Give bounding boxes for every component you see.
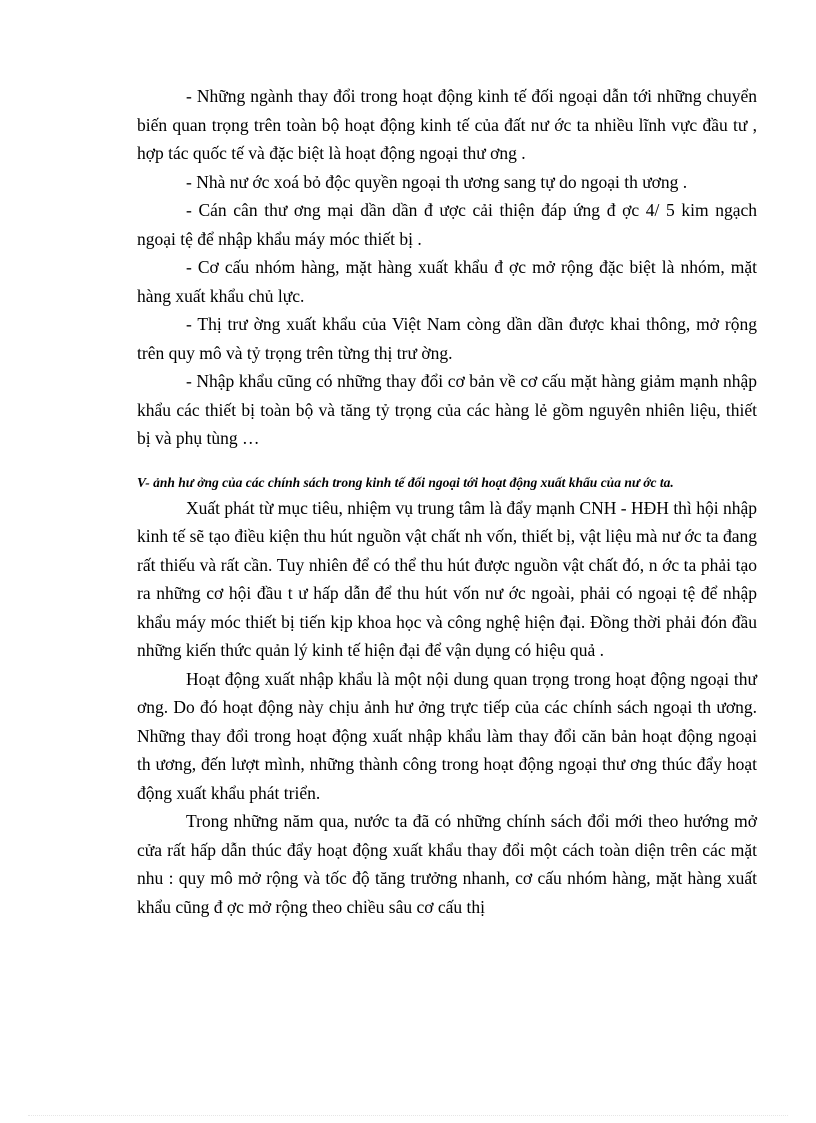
section-heading: V- ảnh hư ởng của các chính sách trong kinh tế đối ngoại tới hoạt động xuất khẩu của nư ớc ta. xyxy=(137,474,674,490)
bullet-paragraph: - Cơ cấu nhóm hàng, mặt hàng xuất khẩu đ ợc mở rộng đặc biệt là nhóm, mặt hàng xuất khẩu chủ lực. xyxy=(137,257,757,306)
document-page xyxy=(137,82,757,921)
page-bottom-rule xyxy=(28,1115,788,1116)
bullet-paragraph: - Thị trư ờng xuất khẩu của Việt Nam còng dần dần được khai thông, mở rộng trên quy mô và tỷ trọng trên từng thị trư ờng. xyxy=(137,314,757,363)
bullet-paragraph: - Nhập khẩu cũng có những thay đổi cơ bản về cơ cấu mặt hàng giảm mạnh nhập khẩu các thiết bị toàn bộ và tăng tỷ trọng của các hàng lẻ gồm nguyên nhiên liệu, thiết bị và phụ tùng … xyxy=(137,371,757,448)
section-body xyxy=(137,494,757,922)
body-paragraph: Hoạt động xuất nhập khẩu là một nội dung quan trọng trong hoạt động ngoại thư ơng. Do đó hoạt động này chịu ảnh hư ởng trực tiếp của các chính sách ngoại th ương. Những thay đổi trong hoạt động xuất nhập khẩu làm thay đổi căn bản hoạt động ngoại th ương, đến lượt mình, những thành công trong hoạt động ngoại thư ơng thúc đẩy hoạt động xuất khẩu phát triển. xyxy=(137,668,757,803)
bullet-paragraph: - Cán cân thư ơng mại dần dần đ ược cải thiện đáp ứng đ ợc 4/ 5 kim ngạch ngoại tệ để nhập khẩu máy móc thiết bị . xyxy=(137,200,757,249)
body-paragraph: Xuất phát từ mục tiêu, nhiệm vụ trung tâm là đẩy mạnh CNH - HĐH thì hội nhập kinh tế sẽ tạo điều kiện thu hút nguồn vật chất nh vốn, thiết bị, vật liệu mà nư ớc ta đang rất thiếu và rất cần. Tuy nhiên để có thể thu hút được nguồn vật chất đó, n ớc ta phải tạo ra những cơ hội đầu t ư hấp dẫn để thu hút vốn nư ớc ngoài, phải có ngoại tệ để nhập khẩu máy móc thiết bị tiến kịp khoa học và công nghệ hiện đại. Đồng thời phải đón đầu những kiến thức quản lý kinh tế hiện đại để vận dụng có hiệu quả . xyxy=(137,497,757,660)
bullet-paragraph: - Nhà nư ớc xoá bỏ độc quyền ngoại th ương sang tự do ngoại th ương . xyxy=(186,171,688,192)
body-paragraph: Trong những năm qua, nước ta đã có những chính sách đổi mới theo hướng mở cửa rất hấp dẫn thúc đẩy hoạt động xuất khẩu thay đổi một cách toàn diện trên các mặt nhu : quy mô mở rộng và tốc độ tăng trưởng nhanh, cơ cấu nhóm hàng, mặt hàng xuất khẩu cũng đ ợc mở rộng theo chiều sâu cơ cấu thị xyxy=(137,811,757,917)
bullet-paragraph: - Những ngành thay đổi trong hoạt động kinh tế đối ngoại dẫn tới những chuyển biến quan trọng trên toàn bộ hoạt động kinh tế của đất nư ớc ta nhiều lĩnh vực đầu tư , hợp tác quốc tế và đặc biệt là hoạt động ngoại thư ơng . xyxy=(137,86,757,163)
